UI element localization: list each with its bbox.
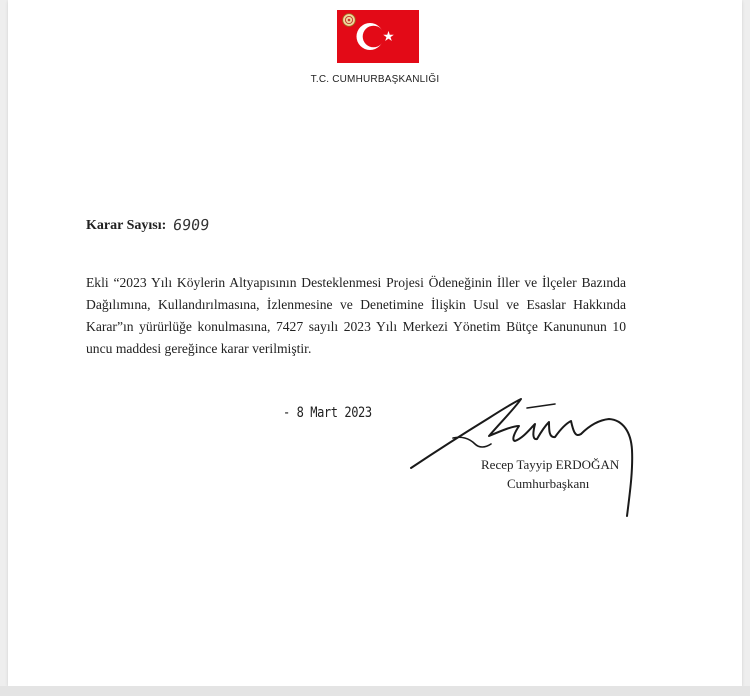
- decision-paragraph: Ekli “2023 Yılı Köylerin Altyapısının Desteklenmesi Projesi Ödeneğinin İller ve İlçeler Bazında Dağılımına, Kullandırılmasına, İzlenmesine ve Denetimine İlişkin Usul ve Esaslar Hakkında Karar”ın yürürlüğe konulmasına, 7427 sayılı 2023 Yılı Merkezi Yönetim Bütçe Kanununun 10 uncu maddesi gereğince karar verilmiştir.: [86, 275, 626, 356]
- signatory-name: Recep Tayyip ERDOĞAN: [481, 457, 620, 472]
- institution-name: T.C. CUMHURBAŞKANLIĞI: [310, 74, 440, 85]
- presidential-seal-icon: [342, 13, 356, 27]
- decision-number-label: Karar Sayısı:: [86, 218, 167, 233]
- decision-number: 6909: [172, 216, 211, 234]
- handwritten-signature: [405, 388, 650, 523]
- signatory-title: Cumhurbaşkanı: [507, 476, 590, 491]
- date-stamp-dash: -: [283, 405, 297, 421]
- page-bottom-edge: [0, 686, 750, 696]
- date-stamp-value: 8 Mart 2023: [296, 405, 372, 421]
- date-stamp: [283, 405, 372, 421]
